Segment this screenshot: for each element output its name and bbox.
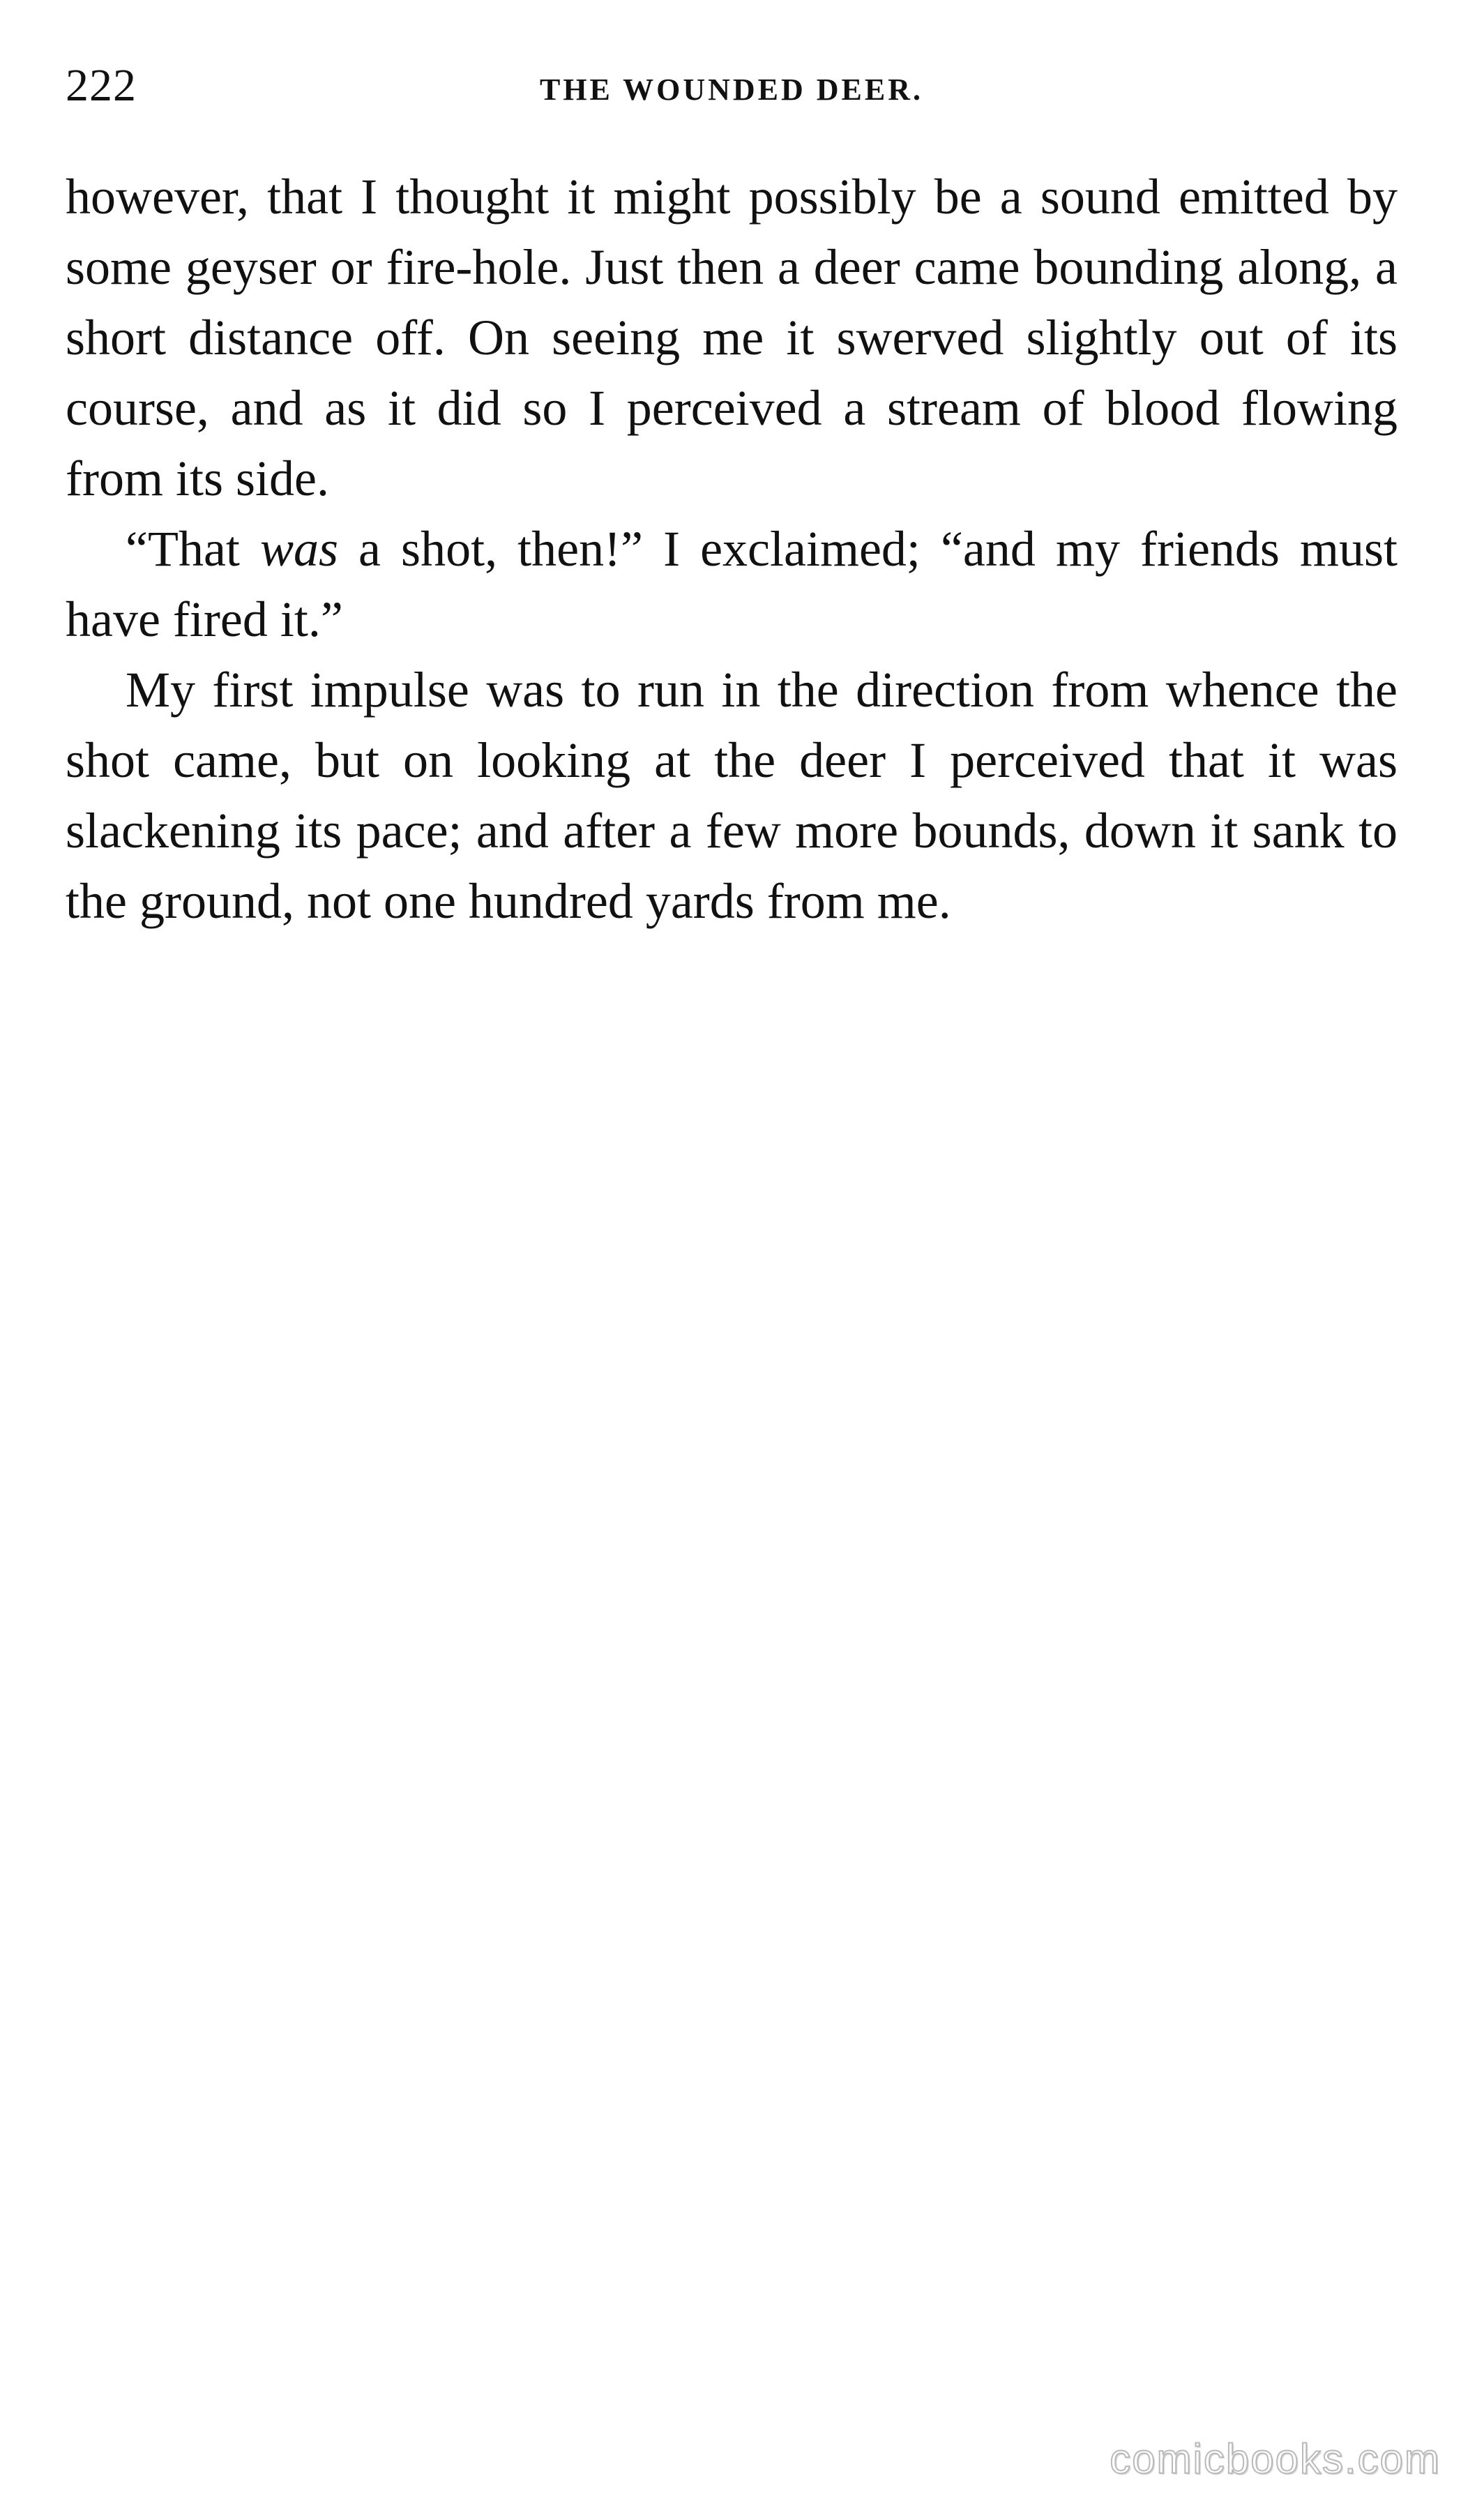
paragraph-2-text-end: a shot, then!” I exclaimed; “and my friends must have fired it.”: [66, 521, 1398, 647]
page-header: [66, 54, 1398, 117]
paragraph-3: [66, 655, 1398, 937]
page-number: 222: [66, 60, 137, 111]
paragraph-2-text-start: “That: [126, 521, 260, 577]
paragraph-2-italic-word: was: [259, 521, 338, 577]
running-head: THE WOUNDED DEER.: [539, 73, 924, 107]
body-text: [66, 162, 1398, 937]
watermark: comicbooks.com: [1110, 2435, 1441, 2482]
paragraph-1-text: however, that I thought it might possibly be a sound emitted by some geyser or fire-hole. Just then a deer came bounding along, a short distance off. On seeing me it swerved slightly out of its course, and as it did so I perceived a stream of blood flowing from its side.: [66, 169, 1398, 506]
paragraph-1: [66, 162, 1398, 514]
paragraph-2: [66, 514, 1398, 655]
paragraph-3-text: My first impulse was to run in the direction from whence the shot came, but on looking at the deer I perceived that it was slackening its pace; and after a few more bounds, down it sank to the ground, not one hundred yards from me.: [66, 662, 1398, 929]
